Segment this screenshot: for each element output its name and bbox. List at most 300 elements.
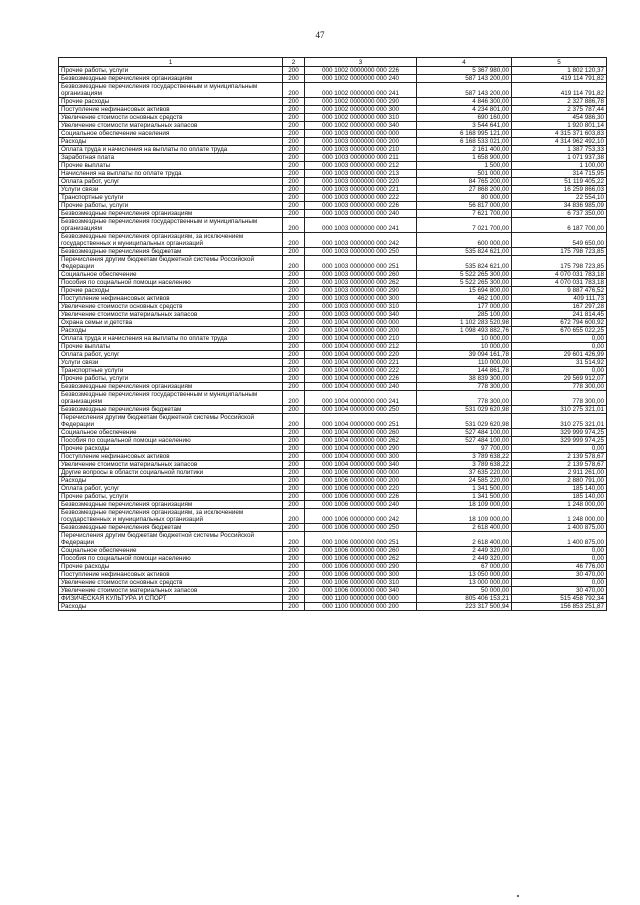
- row-name-cell: Пособия по социальной помощи населению: [59, 555, 283, 563]
- row-approved-amount-cell: 531 029 620,98: [417, 406, 512, 414]
- table-row: [59, 279, 607, 287]
- table-row: [59, 194, 607, 202]
- table-row: [59, 343, 607, 351]
- row-classification-code-cell: 000 1004 0000000 000 226: [305, 375, 417, 383]
- row-executed-amount-cell: 175 798 723,85: [512, 248, 607, 256]
- row-classification-code-cell: 000 1006 0000000 000 220: [305, 485, 417, 493]
- table-row: [59, 532, 607, 547]
- row-approved-amount-cell: 3 789 638,22: [417, 453, 512, 461]
- row-line-code-cell: 200: [283, 461, 305, 469]
- row-name-cell: Прочие расходы: [59, 445, 283, 453]
- row-executed-amount-cell: 175 798 723,85: [512, 256, 607, 271]
- row-name-cell: Социальное обеспечение: [59, 271, 283, 279]
- row-approved-amount-cell: 1 341 500,00: [417, 485, 512, 493]
- row-name-cell: Заработная плата: [59, 154, 283, 162]
- row-executed-amount-cell: 46 776,00: [512, 563, 607, 571]
- row-executed-amount-cell: 419 114 791,82: [512, 83, 607, 98]
- row-line-code-cell: 200: [283, 343, 305, 351]
- row-line-code-cell: 200: [283, 114, 305, 122]
- table-row: [59, 335, 607, 343]
- row-approved-amount-cell: 600 000,00: [417, 233, 512, 248]
- scan-dot: [517, 895, 519, 897]
- row-classification-code-cell: 000 1003 0000000 000 260: [305, 271, 417, 279]
- row-line-code-cell: 200: [283, 327, 305, 335]
- row-line-code-cell: 200: [283, 279, 305, 287]
- row-approved-amount-cell: 462 100,00: [417, 295, 512, 303]
- budget-execution-table: [58, 57, 607, 611]
- row-executed-amount-cell: 672 794 600,92: [512, 319, 607, 327]
- row-executed-amount-cell: 31 514,92: [512, 359, 607, 367]
- row-executed-amount-cell: 2 139 578,67: [512, 461, 607, 469]
- row-approved-amount-cell: 4 234 801,00: [417, 106, 512, 114]
- table-row: [59, 555, 607, 563]
- column-header-executed: 5: [512, 58, 607, 67]
- table-row: [59, 327, 607, 335]
- row-classification-code-cell: 000 1004 0000000 000 200: [305, 327, 417, 335]
- row-name-cell: Прочие расходы: [59, 563, 283, 571]
- row-name-cell: Оплата работ, услуг: [59, 485, 283, 493]
- row-executed-amount-cell: 9 887 476,52: [512, 287, 607, 295]
- row-classification-code-cell: 000 1004 0000000 000 300: [305, 453, 417, 461]
- row-approved-amount-cell: 285 100,00: [417, 311, 512, 319]
- table-header-row: [59, 58, 607, 67]
- table-row: [59, 587, 607, 595]
- table-row: [59, 571, 607, 579]
- table-row: [59, 311, 607, 319]
- row-line-code-cell: 200: [283, 509, 305, 524]
- table-row: [59, 106, 607, 114]
- row-name-cell: Поступление нефинансовых активов: [59, 295, 283, 303]
- row-classification-code-cell: 000 1004 0000000 000 290: [305, 445, 417, 453]
- row-classification-code-cell: 000 1003 0000000 000 226: [305, 202, 417, 210]
- row-approved-amount-cell: 1 098 493 882,76: [417, 327, 512, 335]
- table-row: [59, 579, 607, 587]
- row-executed-amount-cell: 1 248 000,00: [512, 509, 607, 524]
- row-executed-amount-cell: 1 071 937,38: [512, 154, 607, 162]
- row-name-cell: Безвозмездные перечисления организациям, за исключением государственных и муниципальных организаций: [59, 509, 283, 524]
- table-row: [59, 319, 607, 327]
- row-line-code-cell: 200: [283, 335, 305, 343]
- row-approved-amount-cell: 531 029 620,98: [417, 414, 512, 429]
- row-classification-code-cell: 000 1006 0000000 000 251: [305, 532, 417, 547]
- row-line-code-cell: 200: [283, 146, 305, 154]
- row-name-cell: Начисления на выплаты по оплате труда: [59, 170, 283, 178]
- row-executed-amount-cell: 4 314 962 492,10: [512, 138, 607, 146]
- row-executed-amount-cell: 0,00: [512, 343, 607, 351]
- row-line-code-cell: 200: [283, 563, 305, 571]
- row-name-cell: Расходы: [59, 327, 283, 335]
- row-line-code-cell: 200: [283, 406, 305, 414]
- row-approved-amount-cell: 1 500,00: [417, 162, 512, 170]
- row-line-code-cell: 200: [283, 138, 305, 146]
- table-row: [59, 437, 607, 445]
- row-executed-amount-cell: 1 248 000,00: [512, 501, 607, 509]
- row-classification-code-cell: 000 1003 0000000 000 242: [305, 233, 417, 248]
- column-header-classification-code: 3: [305, 58, 417, 67]
- row-approved-amount-cell: 18 109 000,00: [417, 509, 512, 524]
- row-name-cell: Социальное обеспечение населения: [59, 130, 283, 138]
- row-approved-amount-cell: 805 406 153,21: [417, 595, 512, 603]
- row-line-code-cell: 200: [283, 375, 305, 383]
- row-approved-amount-cell: 2 449 320,00: [417, 555, 512, 563]
- row-approved-amount-cell: 80 000,00: [417, 194, 512, 202]
- row-line-code-cell: 200: [283, 359, 305, 367]
- row-classification-code-cell: 000 1003 0000000 000 310: [305, 303, 417, 311]
- table-row: [59, 178, 607, 186]
- row-approved-amount-cell: 56 817 000,00: [417, 202, 512, 210]
- row-approved-amount-cell: 2 449 320,00: [417, 547, 512, 555]
- row-executed-amount-cell: 16 259 866,03: [512, 186, 607, 194]
- row-approved-amount-cell: 587 143 200,00: [417, 83, 512, 98]
- row-line-code-cell: 200: [283, 603, 305, 611]
- row-line-code-cell: 200: [283, 579, 305, 587]
- row-executed-amount-cell: 0,00: [512, 547, 607, 555]
- row-executed-amount-cell: 329 999 974,25: [512, 437, 607, 445]
- row-name-cell: Безвозмездные перечисления организациям: [59, 501, 283, 509]
- row-classification-code-cell: 000 1003 0000000 000 210: [305, 146, 417, 154]
- row-line-code-cell: 200: [283, 202, 305, 210]
- table-row: [59, 114, 607, 122]
- table-row: [59, 154, 607, 162]
- row-executed-amount-cell: 167 297,28: [512, 303, 607, 311]
- table-row: [59, 493, 607, 501]
- row-approved-amount-cell: 27 868 200,00: [417, 186, 512, 194]
- row-executed-amount-cell: 329 999 974,25: [512, 429, 607, 437]
- row-classification-code-cell: 000 1006 0000000 000 250: [305, 524, 417, 532]
- row-approved-amount-cell: 223 317 500,94: [417, 603, 512, 611]
- row-executed-amount-cell: 454 986,30: [512, 114, 607, 122]
- row-executed-amount-cell: 0,00: [512, 579, 607, 587]
- row-line-code-cell: 200: [283, 414, 305, 429]
- row-executed-amount-cell: 0,00: [512, 445, 607, 453]
- row-classification-code-cell: 000 1002 0000000 000 241: [305, 83, 417, 98]
- table-row: [59, 218, 607, 233]
- row-classification-code-cell: 000 1004 0000000 000 212: [305, 343, 417, 351]
- row-name-cell: Перечисления другим бюджетам бюджетной системы Российской Федерации: [59, 532, 283, 547]
- row-name-cell: Увеличение стоимости материальных запасов: [59, 587, 283, 595]
- row-name-cell: Перечисления другим бюджетам бюджетной системы Российской Федерации: [59, 256, 283, 271]
- row-classification-code-cell: 000 1006 0000000 000 240: [305, 501, 417, 509]
- row-classification-code-cell: 000 1004 0000000 000 262: [305, 437, 417, 445]
- table-row: [59, 406, 607, 414]
- table-row: [59, 248, 607, 256]
- row-line-code-cell: 200: [283, 367, 305, 375]
- row-executed-amount-cell: 0,00: [512, 555, 607, 563]
- row-approved-amount-cell: 535 824 621,00: [417, 256, 512, 271]
- row-executed-amount-cell: 30 470,00: [512, 587, 607, 595]
- row-approved-amount-cell: 67 000,00: [417, 563, 512, 571]
- row-classification-code-cell: 000 1003 0000000 000 340: [305, 311, 417, 319]
- table-row: [59, 186, 607, 194]
- row-name-cell: Социальное обеспечение: [59, 547, 283, 555]
- row-approved-amount-cell: 2 618 400,00: [417, 524, 512, 532]
- row-executed-amount-cell: 1 400 875,00: [512, 524, 607, 532]
- row-line-code-cell: 200: [283, 383, 305, 391]
- table-row: [59, 391, 607, 406]
- row-classification-code-cell: 000 1002 0000000 000 226: [305, 67, 417, 75]
- row-name-cell: Безвозмездные перечисления бюджетам: [59, 248, 283, 256]
- row-line-code-cell: 200: [283, 154, 305, 162]
- table-row: [59, 130, 607, 138]
- row-name-cell: Поступление нефинансовых активов: [59, 571, 283, 579]
- row-classification-code-cell: 000 1004 0000000 000 221: [305, 359, 417, 367]
- row-name-cell: Увеличение стоимости материальных запасов: [59, 122, 283, 130]
- row-executed-amount-cell: 29 601 426,99: [512, 351, 607, 359]
- row-approved-amount-cell: 110 000,00: [417, 359, 512, 367]
- row-name-cell: Пособия по социальной помощи населению: [59, 279, 283, 287]
- row-approved-amount-cell: 527 484 100,00: [417, 429, 512, 437]
- row-executed-amount-cell: 6 187 700,00: [512, 218, 607, 233]
- table-row: [59, 477, 607, 485]
- row-executed-amount-cell: 1 100,00: [512, 162, 607, 170]
- row-classification-code-cell: 000 1002 0000000 000 240: [305, 75, 417, 83]
- row-name-cell: Оплата работ, услуг: [59, 351, 283, 359]
- table-row: [59, 210, 607, 218]
- row-name-cell: Безвозмездные перечисления государственным и муниципальным организациям: [59, 391, 283, 406]
- row-name-cell: Прочие расходы: [59, 98, 283, 106]
- row-classification-code-cell: 000 1006 0000000 000 260: [305, 547, 417, 555]
- row-name-cell: Социальное обеспечение: [59, 429, 283, 437]
- row-executed-amount-cell: 778 300,00: [512, 383, 607, 391]
- row-classification-code-cell: 000 1003 0000000 000 220: [305, 178, 417, 186]
- row-name-cell: Расходы: [59, 603, 283, 611]
- row-name-cell: Прочие работы, услуги: [59, 202, 283, 210]
- table-row: [59, 295, 607, 303]
- row-classification-code-cell: 000 1004 0000000 000 240: [305, 383, 417, 391]
- row-executed-amount-cell: 1 920 801,14: [512, 122, 607, 130]
- table-row: [59, 375, 607, 383]
- row-name-cell: Расходы: [59, 138, 283, 146]
- row-name-cell: Прочие работы, услуги: [59, 493, 283, 501]
- row-executed-amount-cell: 0,00: [512, 335, 607, 343]
- row-approved-amount-cell: 13 000 000,00: [417, 579, 512, 587]
- row-classification-code-cell: 000 1006 0000000 000 290: [305, 563, 417, 571]
- row-approved-amount-cell: 37 635 220,00: [417, 469, 512, 477]
- row-line-code-cell: 200: [283, 453, 305, 461]
- row-classification-code-cell: 000 1002 0000000 000 340: [305, 122, 417, 130]
- table-row: [59, 469, 607, 477]
- table-row: [59, 233, 607, 248]
- table-row: [59, 146, 607, 154]
- row-line-code-cell: 200: [283, 106, 305, 114]
- row-executed-amount-cell: 670 655 022,25: [512, 327, 607, 335]
- row-executed-amount-cell: 314 715,95: [512, 170, 607, 178]
- table-row: [59, 429, 607, 437]
- table-row: [59, 122, 607, 130]
- row-classification-code-cell: 000 1004 0000000 000 340: [305, 461, 417, 469]
- row-line-code-cell: 200: [283, 587, 305, 595]
- row-line-code-cell: 200: [283, 83, 305, 98]
- row-line-code-cell: 200: [283, 477, 305, 485]
- row-executed-amount-cell: 419 114 791,82: [512, 75, 607, 83]
- row-line-code-cell: 200: [283, 429, 305, 437]
- row-line-code-cell: 200: [283, 351, 305, 359]
- row-line-code-cell: 200: [283, 178, 305, 186]
- row-classification-code-cell: 000 1006 0000000 000 000: [305, 469, 417, 477]
- row-name-cell: Прочие работы, услуги: [59, 67, 283, 75]
- row-line-code-cell: 200: [283, 170, 305, 178]
- row-approved-amount-cell: 527 484 100,00: [417, 437, 512, 445]
- row-approved-amount-cell: 5 522 265 300,00: [417, 279, 512, 287]
- row-executed-amount-cell: 185 140,00: [512, 493, 607, 501]
- row-line-code-cell: 200: [283, 391, 305, 406]
- table-row: [59, 351, 607, 359]
- table-row: [59, 367, 607, 375]
- row-name-cell: Пособия по социальной помощи населению: [59, 437, 283, 445]
- row-classification-code-cell: 000 1004 0000000 000 210: [305, 335, 417, 343]
- row-name-cell: Прочие работы, услуги: [59, 375, 283, 383]
- row-name-cell: Оплата труда и начисления на выплаты по оплате труда: [59, 146, 283, 154]
- row-line-code-cell: 200: [283, 532, 305, 547]
- row-executed-amount-cell: 0,00: [512, 367, 607, 375]
- table-row: [59, 445, 607, 453]
- row-line-code-cell: 200: [283, 122, 305, 130]
- row-approved-amount-cell: 1 102 283 520,98: [417, 319, 512, 327]
- row-classification-code-cell: 000 1004 0000000 000 250: [305, 406, 417, 414]
- row-approved-amount-cell: 501 000,00: [417, 170, 512, 178]
- row-executed-amount-cell: 34 836 985,09: [512, 202, 607, 210]
- row-name-cell: Увеличение стоимости основных средств: [59, 303, 283, 311]
- row-executed-amount-cell: 4 315 371 603,83: [512, 130, 607, 138]
- row-name-cell: Увеличение стоимости основных средств: [59, 114, 283, 122]
- row-name-cell: Расходы: [59, 477, 283, 485]
- row-line-code-cell: 200: [283, 555, 305, 563]
- row-line-code-cell: 200: [283, 595, 305, 603]
- row-name-cell: Перечисления другим бюджетам бюджетной системы Российской Федерации: [59, 414, 283, 429]
- table-row: [59, 547, 607, 555]
- row-executed-amount-cell: 4 070 031 783,18: [512, 271, 607, 279]
- row-classification-code-cell: 000 1003 0000000 000 251: [305, 256, 417, 271]
- row-classification-code-cell: 000 1004 0000000 000 000: [305, 319, 417, 327]
- row-approved-amount-cell: 177 000,00: [417, 303, 512, 311]
- row-executed-amount-cell: 310 275 321,01: [512, 406, 607, 414]
- row-executed-amount-cell: 30 470,00: [512, 571, 607, 579]
- row-classification-code-cell: 000 1003 0000000 000 213: [305, 170, 417, 178]
- row-line-code-cell: 200: [283, 485, 305, 493]
- row-classification-code-cell: 000 1002 0000000 000 290: [305, 98, 417, 106]
- column-header-approved: 4: [417, 58, 512, 67]
- row-name-cell: Прочие выплаты: [59, 162, 283, 170]
- row-line-code-cell: 200: [283, 547, 305, 555]
- row-name-cell: Безвозмездные перечисления организациям: [59, 210, 283, 218]
- row-classification-code-cell: 000 1100 0000000 000 000: [305, 595, 417, 603]
- row-name-cell: Безвозмездные перечисления организациям: [59, 75, 283, 83]
- row-line-code-cell: 200: [283, 271, 305, 279]
- row-line-code-cell: 200: [283, 256, 305, 271]
- row-classification-code-cell: 000 1003 0000000 000 000: [305, 130, 417, 138]
- row-approved-amount-cell: 778 300,00: [417, 391, 512, 406]
- row-name-cell: Безвозмездные перечисления организациям: [59, 383, 283, 391]
- row-line-code-cell: 200: [283, 319, 305, 327]
- table-row: [59, 67, 607, 75]
- row-executed-amount-cell: 51 119 405,22: [512, 178, 607, 186]
- table-row: [59, 83, 607, 98]
- row-approved-amount-cell: 144 861,78: [417, 367, 512, 375]
- row-classification-code-cell: 000 1006 0000000 000 262: [305, 555, 417, 563]
- row-approved-amount-cell: 5 522 265 300,00: [417, 271, 512, 279]
- row-approved-amount-cell: 6 168 533 021,00: [417, 138, 512, 146]
- column-header-line-code: 2: [283, 58, 305, 67]
- row-line-code-cell: 200: [283, 469, 305, 477]
- row-name-cell: Оплата работ, услуг: [59, 178, 283, 186]
- row-approved-amount-cell: 39 094 161,78: [417, 351, 512, 359]
- row-classification-code-cell: 000 1003 0000000 000 200: [305, 138, 417, 146]
- row-executed-amount-cell: 1 802 120,37: [512, 67, 607, 75]
- row-line-code-cell: 200: [283, 571, 305, 579]
- row-line-code-cell: 200: [283, 524, 305, 532]
- row-executed-amount-cell: 549 650,00: [512, 233, 607, 248]
- row-classification-code-cell: 000 1004 0000000 000 220: [305, 351, 417, 359]
- row-classification-code-cell: 000 1006 0000000 000 340: [305, 587, 417, 595]
- row-classification-code-cell: 000 1003 0000000 000 222: [305, 194, 417, 202]
- row-name-cell: Услуги связи: [59, 359, 283, 367]
- row-classification-code-cell: 000 1006 0000000 000 310: [305, 579, 417, 587]
- table-row: [59, 138, 607, 146]
- table-row: [59, 595, 607, 603]
- row-executed-amount-cell: 2 880 791,00: [512, 477, 607, 485]
- table-row: [59, 603, 607, 611]
- table-row: [59, 461, 607, 469]
- row-name-cell: Транспортные услуги: [59, 367, 283, 375]
- row-approved-amount-cell: 18 109 000,00: [417, 501, 512, 509]
- table-row: [59, 501, 607, 509]
- row-name-cell: Увеличение стоимости материальных запасов: [59, 461, 283, 469]
- row-approved-amount-cell: 690 160,00: [417, 114, 512, 122]
- row-approved-amount-cell: 2 618 400,00: [417, 532, 512, 547]
- row-approved-amount-cell: 6 168 995 121,00: [417, 130, 512, 138]
- row-approved-amount-cell: 50 000,00: [417, 587, 512, 595]
- row-name-cell: Поступление нефинансовых активов: [59, 106, 283, 114]
- row-name-cell: Поступление нефинансовых активов: [59, 453, 283, 461]
- row-line-code-cell: 200: [283, 194, 305, 202]
- row-line-code-cell: 200: [283, 311, 305, 319]
- row-line-code-cell: 200: [283, 437, 305, 445]
- row-classification-code-cell: 000 1003 0000000 000 300: [305, 295, 417, 303]
- row-line-code-cell: 200: [283, 233, 305, 248]
- row-classification-code-cell: 000 1003 0000000 000 250: [305, 248, 417, 256]
- row-executed-amount-cell: 2 911 261,00: [512, 469, 607, 477]
- row-line-code-cell: 200: [283, 210, 305, 218]
- row-name-cell: Оплата труда и начисления на выплаты по оплате труда: [59, 335, 283, 343]
- row-classification-code-cell: 000 1003 0000000 000 211: [305, 154, 417, 162]
- row-line-code-cell: 200: [283, 67, 305, 75]
- row-approved-amount-cell: 1 658 900,00: [417, 154, 512, 162]
- row-name-cell: Услуги связи: [59, 186, 283, 194]
- table-row: [59, 98, 607, 106]
- table-row: [59, 383, 607, 391]
- row-name-cell: Увеличение стоимости материальных запасов: [59, 311, 283, 319]
- column-header-name: 1: [59, 58, 283, 67]
- row-name-cell: Безвозмездные перечисления бюджетам: [59, 524, 283, 532]
- table-row: [59, 287, 607, 295]
- row-executed-amount-cell: 22 554,10: [512, 194, 607, 202]
- row-approved-amount-cell: 13 050 000,00: [417, 571, 512, 579]
- row-classification-code-cell: 000 1003 0000000 000 240: [305, 210, 417, 218]
- row-executed-amount-cell: 241 814,45: [512, 311, 607, 319]
- row-classification-code-cell: 000 1006 0000000 000 200: [305, 477, 417, 485]
- row-executed-amount-cell: 1 387 753,33: [512, 146, 607, 154]
- row-approved-amount-cell: 535 824 621,00: [417, 248, 512, 256]
- row-name-cell: Увеличение стоимости основных средств: [59, 579, 283, 587]
- row-approved-amount-cell: 1 341 500,00: [417, 493, 512, 501]
- row-approved-amount-cell: 24 585 220,00: [417, 477, 512, 485]
- row-executed-amount-cell: 409 111,73: [512, 295, 607, 303]
- table-row: [59, 303, 607, 311]
- row-line-code-cell: 200: [283, 186, 305, 194]
- row-name-cell: Безвозмездные перечисления государственным и муниципальным организациям: [59, 83, 283, 98]
- table-row: [59, 485, 607, 493]
- row-line-code-cell: 200: [283, 295, 305, 303]
